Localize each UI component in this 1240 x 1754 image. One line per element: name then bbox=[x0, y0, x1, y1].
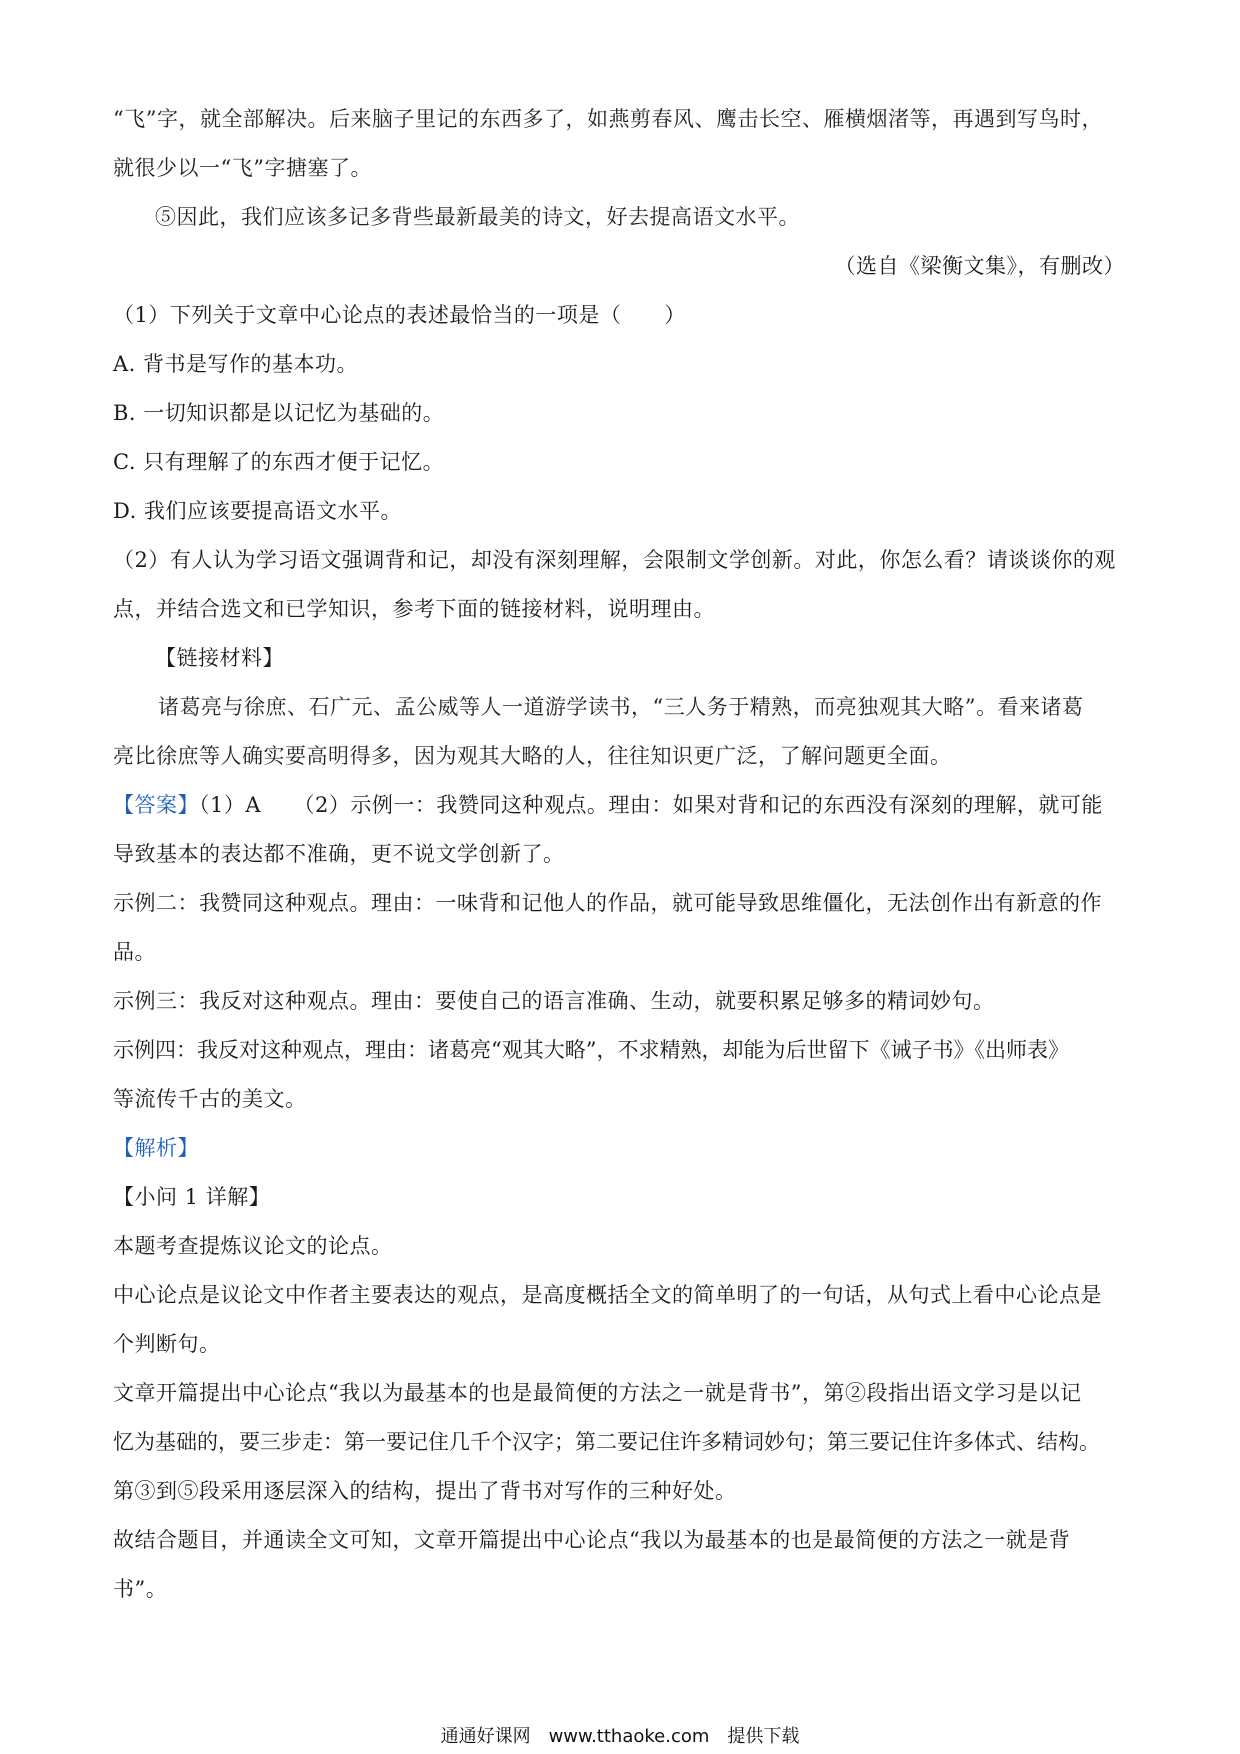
question-1-option-a: A. 背书是写作的基本功。 bbox=[113, 352, 359, 376]
question-1-option-d: D. 我们应该要提高语文水平。 bbox=[113, 499, 402, 523]
analysis-line-5: 忆为基础的，要三步走：第一要记住几千个汉字；第二要记住许多精词妙句；第三要记住许多体式、结构。 bbox=[113, 1430, 1100, 1454]
answer-example-2: 示例二：我赞同这种观点。理由：一味背和记他人的作品，就可能导致思维僵化，无法创作出有新意的作 bbox=[113, 891, 1102, 915]
link-material-title: 【链接材料】 bbox=[155, 646, 284, 670]
analysis-line-4: 文章开篇提出中心论点“我以为最基本的也是最简便的方法之一就是背书”，第②段指出语文学习是以记 bbox=[113, 1381, 1082, 1405]
answer-example-3: 示例三：我反对这种观点。理由：要使自己的语言准确、生动，就要积累足够多的精词妙句。 bbox=[113, 989, 995, 1013]
answer-line-2: 导致基本的表达都不准确，更不说文学创新了。 bbox=[113, 842, 565, 866]
analysis-line-8: 书”。 bbox=[113, 1577, 168, 1601]
passage-paragraph-4-line-2: 就很少以一“飞”字搪塞了。 bbox=[113, 156, 372, 180]
question-1-option-b: B. 一切知识都是以记忆为基础的。 bbox=[113, 401, 445, 425]
link-material-line-2: 亮比徐庶等人确实要高明得多，因为观其大略的人，往往知识更广泛，了解问题更全面。 bbox=[113, 744, 952, 768]
question-2-stem-line-1: （2）有人认为学习语文强调背和记，却没有深刻理解，会限制文学创新。对此，你怎么看？请谈谈你的观 bbox=[113, 548, 1116, 572]
analysis-line-2: 中心论点是议论文中作者主要表达的观点，是高度概括全文的简单明了的一句话，从句式上看中心论点是 bbox=[113, 1283, 1102, 1307]
question-2-stem-line-2: 点，并结合选文和已学知识，参考下面的链接材料，说明理由。 bbox=[113, 597, 715, 621]
question-1-option-c: C. 只有理解了的东西才便于记忆。 bbox=[113, 450, 445, 474]
answer-line-1-text: （1）A （2）示例一：我赞同这种观点。理由：如果对背和记的东西没有深刻的理解，就可能 bbox=[199, 793, 1103, 817]
analysis-subquestion-1-heading: 【小问 1 详解】 bbox=[113, 1185, 271, 1209]
passage-paragraph-5: ⑤因此，我们应该多记多背些最新最美的诗文，好去提高语文水平。 bbox=[155, 205, 800, 229]
analysis-tag: 【解析】 bbox=[113, 1136, 199, 1160]
answer-example-4-cont: 等流传千古的美文。 bbox=[113, 1087, 307, 1111]
answer-example-2-cont: 品。 bbox=[113, 940, 156, 964]
answer-example-4: 示例四：我反对这种观点，理由：诸葛亮“观其大略”，不求精熟，却能为后世留下《诫子书》《出师表》 bbox=[113, 1038, 1069, 1062]
answer-line-1 bbox=[113, 781, 1133, 830]
analysis-line-3: 个判断句。 bbox=[113, 1332, 221, 1356]
answer-tag: 【答案】 bbox=[113, 793, 199, 817]
question-1-stem: （1）下列关于文章中心论点的表述最恰当的一项是（ ） bbox=[113, 303, 686, 327]
analysis-line-1: 本题考查提炼议论文的论点。 bbox=[113, 1234, 393, 1258]
passage-paragraph-4-line-1: “飞”字，就全部解决。后来脑子里记的东西多了，如燕剪春风、鹰击长空、雁横烟渚等，再遇到写鸟时， bbox=[113, 107, 1103, 131]
passage-source: （选自《梁衡文集》，有删改） bbox=[834, 254, 1125, 278]
analysis-line-7: 故结合题目，并通读全文可知，文章开篇提出中心论点“我以为最基本的也是最简便的方法之一就是背 bbox=[113, 1528, 1071, 1552]
link-material-line-1: 诸葛亮与徐庶、石广元、孟公威等人一道游学读书，“三人务于精熟，而亮独观其大略”。看来诸葛 bbox=[158, 695, 1084, 719]
page-footer: 通通好课网 www.tthaoke.com 提供下载 bbox=[440, 1726, 800, 1747]
analysis-line-6: 第③到⑤段采用逐层深入的结构，提出了背书对写作的三种好处。 bbox=[113, 1479, 737, 1503]
page-content bbox=[113, 95, 1133, 1614]
